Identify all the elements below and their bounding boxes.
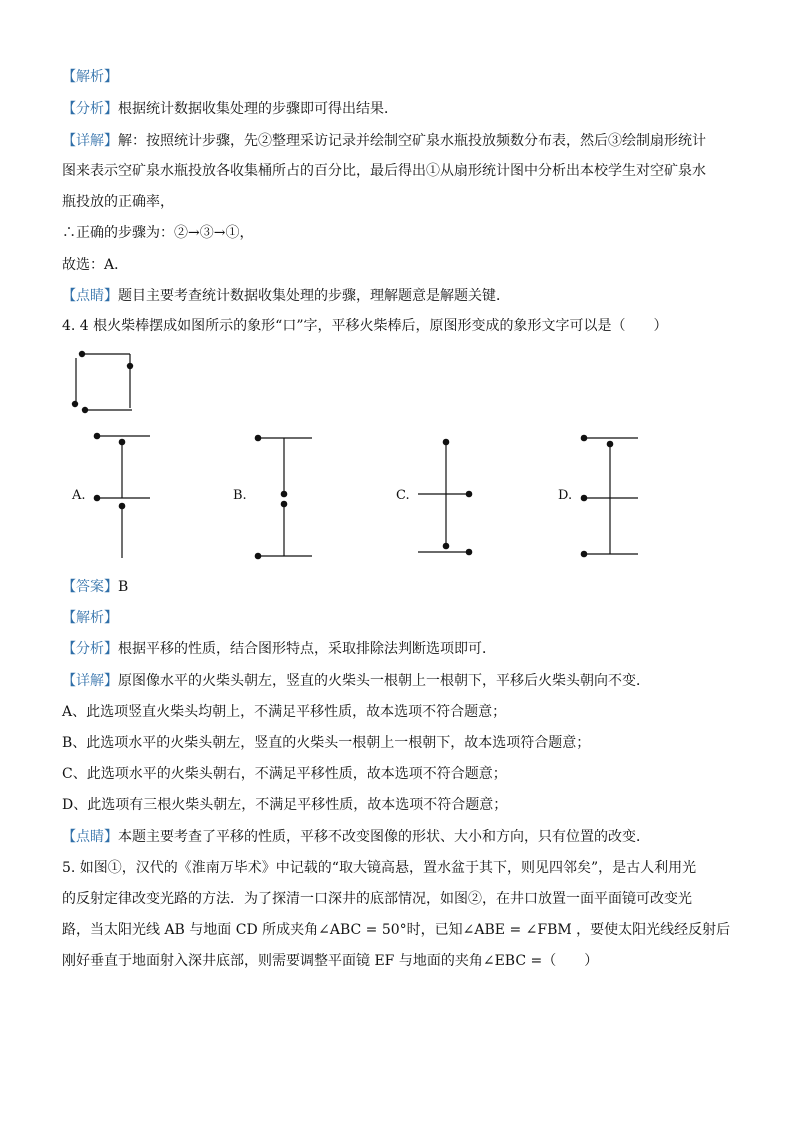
- answer-value: B: [118, 579, 129, 595]
- q5-line-2: 的反射定律改变光路的方法．为了探清一口深井的底部情况，如图②，在井口放置一面平面镜可改变光: [62, 891, 692, 907]
- option-d-figure: [578, 430, 642, 562]
- xiangjie-line-1: [62, 130, 742, 152]
- q4-dianjing-line: [62, 826, 742, 848]
- option-b-label: B.: [233, 488, 247, 503]
- option-a-label: A.: [72, 488, 86, 503]
- choice-line: 故选：A．: [62, 257, 129, 273]
- option-b-figure: [252, 430, 316, 562]
- option-c-label: C.: [396, 488, 410, 503]
- q5-line-1: 5. 如图①，汉代的《淮南万毕术》中记载的“取大镜高悬，置水盆于其下，则见四邻矣”，是古人利用光: [62, 860, 697, 876]
- steps-line: ∴正确的步骤为：②→③→①，: [62, 225, 254, 241]
- q4-option-d-analysis: D、此选项有三根火柴头朝左，不满足平移性质，故本选项不符合题意；: [62, 797, 508, 813]
- jiexi-heading-2: [62, 607, 742, 629]
- q5-line-4: 刚好垂直于地面射入深井底部，则需要调整平面镜 EF 与地面的夹角∠EBC =（ ）: [62, 953, 599, 969]
- xiangjie-tag: 【详解】: [62, 133, 118, 149]
- dianjing-text: 题目主要考查统计数据收集处理的步骤，理解题意是解题关键．: [118, 288, 510, 304]
- xiangjie-line-2: 图来表示空矿泉水瓶投放各收集桶所占的百分比，最后得出①从扇形统计图中分析出本校学生对空矿泉水: [62, 163, 706, 179]
- matchstick-square-figure: [66, 348, 140, 416]
- q4-xiangjie-line: [62, 670, 742, 692]
- dianjing-tag: 【点睛】: [62, 288, 118, 304]
- fenxi-tag: 【分析】: [62, 641, 118, 657]
- fenxi-text: 根据统计数据收集处理的步骤即可得出结果．: [118, 101, 398, 117]
- jiexi-heading-1: [62, 66, 742, 88]
- xiangjie-text: 解：按照统计步骤，先②整理采访记录并绘制空矿泉水瓶投放频数分布表，然后③绘制扇形统计: [118, 133, 706, 149]
- q4-stem: 4. 4 根火柴棒摆成如图所示的象形“口”字，平移火柴棒后，原图形变成的象形文字可以是（ ）: [62, 318, 668, 334]
- dianjing-line-1: [62, 285, 742, 307]
- q4-option-a-analysis: A、此选项竖直火柴头均朝上，不满足平移性质，故本选项不符合题意；: [62, 704, 507, 720]
- fenxi-line-1: [62, 98, 742, 120]
- q5-line-3: 路，当太阳光线 AB 与地面 CD 所成夹角∠ABC = 50°时，已知∠ABE = ∠FBM ，要使太阳光线经反射后: [62, 922, 731, 938]
- option-a-figure: [90, 428, 156, 562]
- q4-option-b-analysis: B、此选项水平的火柴头朝左，竖直的火柴头一根朝上一根朝下，故本选项符合题意；: [62, 735, 591, 751]
- jiexi-tag: 【解析】: [62, 69, 118, 85]
- q4-fenxi-line: [62, 638, 742, 660]
- option-d-label: D.: [558, 488, 573, 503]
- xiangjie-tag: 【详解】: [62, 673, 118, 689]
- fenxi-text: 根据平移的性质，结合图形特点，采取排除法判断选项即可．: [118, 641, 496, 657]
- option-c-figure: [412, 432, 478, 560]
- dianjing-tag: 【点睛】: [62, 829, 118, 845]
- xiangjie-text: 原图像水平的火柴头朝左，竖直的火柴头一根朝上一根朝下，平移后火柴头朝向不变．: [118, 673, 650, 689]
- xiangjie-line-3: 瓶投放的正确率，: [62, 194, 174, 210]
- fenxi-tag: 【分析】: [62, 101, 118, 117]
- answer-line: [62, 576, 742, 598]
- answer-tag: 【答案】: [62, 579, 118, 595]
- q4-option-c-analysis: C、此选项水平的火柴头朝右，不满足平移性质，故本选项不符合题意；: [62, 766, 507, 782]
- dianjing-text: 本题主要考查了平移的性质，平移不改变图像的形状、大小和方向，只有位置的改变．: [118, 829, 650, 845]
- jiexi-tag: 【解析】: [62, 610, 118, 626]
